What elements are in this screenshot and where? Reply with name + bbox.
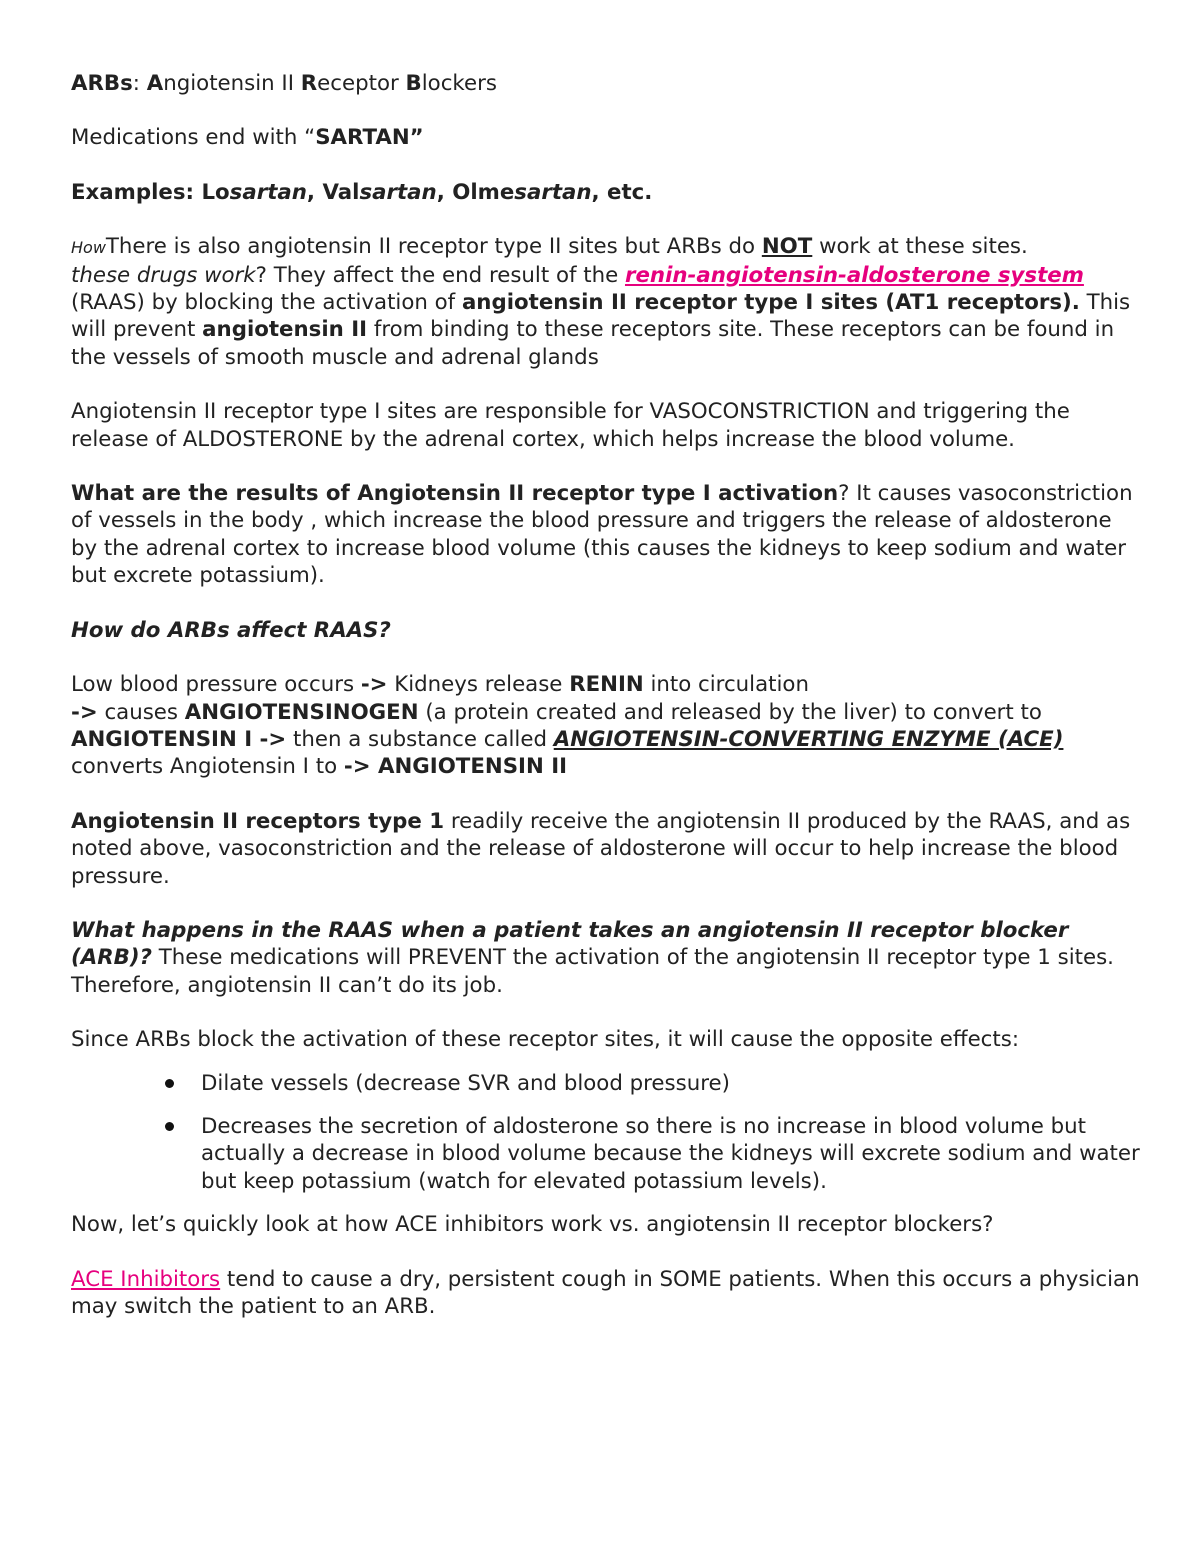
how-text-3: these drugs work [71, 262, 256, 288]
flow-arrow-2: -> [71, 699, 98, 725]
flow-angiotensinogen: ANGIOTENSINOGEN [184, 699, 419, 725]
how-text-6: This will prevent [71, 290, 1131, 343]
bullet-icon [165, 1079, 174, 1088]
flow-text-2: Kidneys release [387, 672, 570, 698]
how-text-1: There is also angiotensin II receptor type II sites but ARBs do [105, 234, 762, 260]
how-paragraph [71, 233, 1141, 371]
example-comma-1: , [306, 179, 323, 205]
flow-text-5: (a protein created and released by the liver) to convert to [418, 699, 1042, 725]
raas-flow-paragraph [71, 671, 1141, 781]
document-page [71, 70, 1141, 1347]
list-item [71, 1113, 1141, 1195]
title-ngiotensin: ngiotensin II [163, 71, 301, 96]
ace-paragraph [71, 1266, 1141, 1321]
title-initial-b: B [405, 71, 422, 96]
not-emphasis: NOT [761, 234, 813, 260]
how-text-7: from binding to these receptors site. These receptors can be found in the vessels of smooth muscle and adrenal glands [71, 317, 1115, 370]
flow-angiotensin-2: -> ANGIOTENSIN II [343, 754, 568, 780]
example-comma-2: , [436, 179, 453, 205]
raas-link[interactable]: renin-angiotensin-aldosterone system [624, 262, 1084, 288]
example-sartan-3: sartan [514, 179, 592, 205]
now-paragraph: Now, let’s quickly look at how ACE inhibitors work vs. angiotensin II receptor blockers? [71, 1212, 994, 1238]
example-etc: , etc. [591, 179, 653, 205]
sartan-prefix: Medications end with “ [71, 125, 316, 151]
how-word: How [71, 238, 106, 258]
flow-arrow-1: -> [360, 672, 388, 698]
results-question: What are the results of Angiotensin II receptor type I activation [71, 481, 839, 507]
flow-renin: RENIN [569, 672, 644, 698]
what-happens-paragraph [71, 917, 1141, 999]
flow-text-4: causes [97, 699, 185, 725]
flow-text-1: Low blood pressure occurs [71, 672, 361, 698]
list-item-text: Dilate vessels (decrease SVR and blood pressure) [201, 1070, 730, 1096]
receptors-paragraph [71, 808, 1141, 890]
results-paragraph [71, 480, 1141, 590]
examples-line [71, 179, 1141, 206]
since-paragraph: Since ARBs block the activation of these receptor sites, it will cause the opposite effects: [71, 1027, 1020, 1053]
receptors-bold: Angiotensin II receptors type 1 [71, 808, 445, 834]
title-lockers: lockers [421, 71, 497, 96]
results-answer: ? It causes vasoconstriction of vessels in the body , which increase the blood pressure and triggers the release of aldosterone by the adrenal cortex to increase blood volume (this causes the kidneys to keep sodium and water but excrete potassium). [71, 481, 1133, 589]
sartan-bold: SARTAN” [315, 125, 424, 151]
title-initial-a: A [146, 71, 164, 96]
example-lo: Lo [201, 179, 230, 205]
title-arbs: ARBs [71, 71, 133, 96]
sartan-line [71, 124, 1141, 151]
example-olme: Olme [452, 179, 515, 205]
what-happens-question: What happens in the RAAS when a patient takes an angiotensin II receptor blocker (ARB)? [71, 917, 1069, 971]
how-arbs-heading: How do ARBs affect RAAS? [71, 617, 391, 643]
flow-angiotensin-1: ANGIOTENSIN I -> [71, 726, 287, 752]
how-bold-1: angiotensin II receptor type I sites (AT1 receptors). [461, 290, 1080, 316]
flow-text-7: converts Angiotensin I to [71, 754, 344, 780]
flow-ace: ANGIOTENSIN-CONVERTING ENZYME (ACE) [553, 726, 1064, 752]
flow-text-6: then a substance called [286, 726, 554, 752]
how-text-4: ? They affect the end result of the [255, 262, 625, 288]
effects-list [71, 1070, 1141, 1196]
list-item-text: Decreases the secretion of aldosterone so there is no increase in blood volume but actually a decrease in blood volume because the kidneys will excrete sodium and water but keep potassium (watch for elevated potassium levels). [201, 1113, 1140, 1194]
title-colon: : [132, 71, 147, 96]
examples-label: Examples: [71, 179, 202, 205]
type1-paragraph: Angiotensin II receptor type I sites are responsible for VASOCONSTRICTION and triggering the release of ALDOSTERONE by the adrenal cortex, which helps increase the blood volume. [71, 399, 1070, 452]
how-text-5: (RAAS) by blocking the activation of [71, 290, 462, 316]
ace-text: tend to cause a dry, persistent cough in SOME patients. When this occurs a physician may switch the patient to an ARB. [71, 1266, 1140, 1319]
example-sartan-1: sartan [229, 179, 307, 205]
receptors-text: readily receive the angiotensin II produced by the RAAS, and as noted above, vasoconstriction and the release of aldosterone will occur to help increase the blood pressure. [71, 808, 1131, 889]
example-val: Val [322, 179, 360, 205]
bullet-icon [165, 1122, 174, 1131]
title-eceptor: eceptor [317, 71, 406, 96]
title-initial-r: R [300, 71, 318, 96]
example-sartan-2: sartan [359, 179, 437, 205]
how-bold-2: angiotensin II [202, 317, 368, 343]
ace-inhibitors-link[interactable]: ACE Inhibitors [71, 1266, 221, 1292]
flow-text-3: into circulation [643, 672, 809, 698]
how-text-2: work at these sites. [812, 234, 1028, 260]
list-item [71, 1070, 1141, 1097]
document-title [71, 70, 1141, 97]
what-happens-answer: These medications will PREVENT the activation of the angiotensin II receptor type 1 sites. Therefore, angiotensin II can’t do its job. [71, 945, 1114, 998]
